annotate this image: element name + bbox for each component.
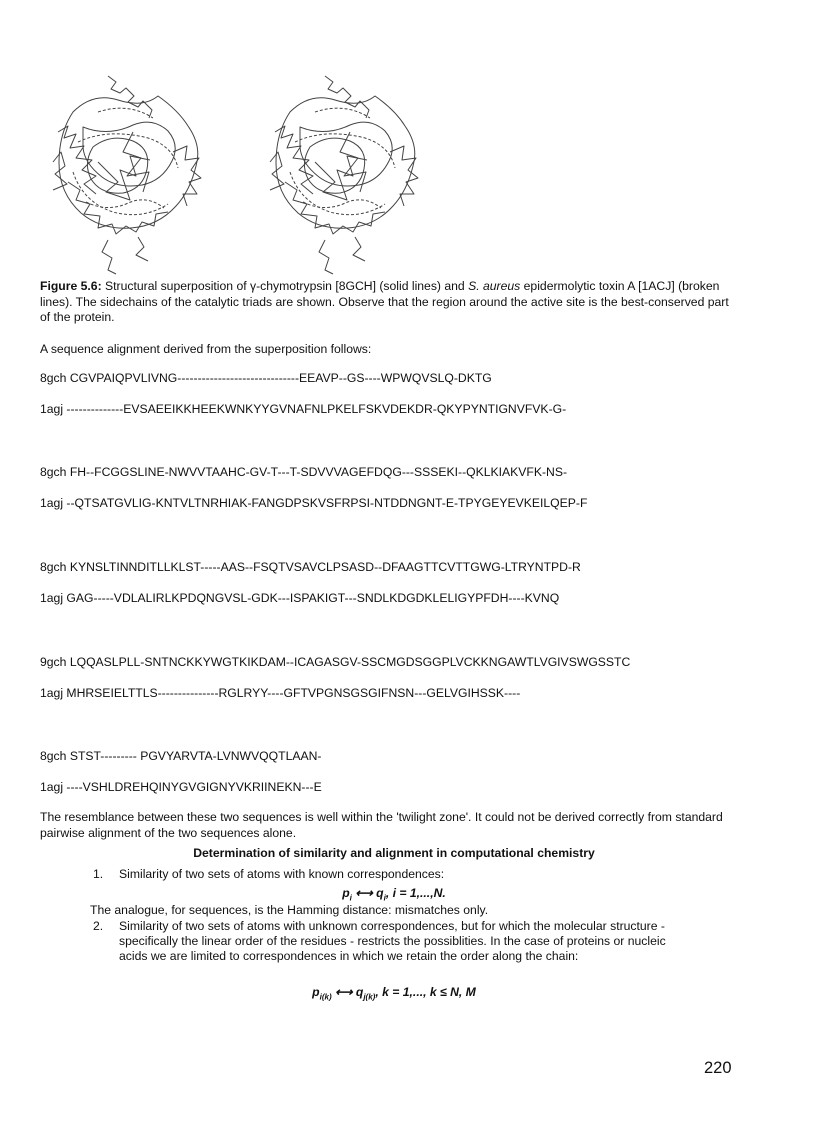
- list-number: 2.: [93, 919, 104, 933]
- formula-arrow: ⟷: [331, 985, 356, 999]
- alignment-line: 8gch FH--FCGGSLINE-NWVVTAAHC-GV-T---T-SDVVVAGEFDQG---SSSEKI--QKLKIAKVFK-NS-: [40, 465, 568, 479]
- formula-ordered-correspondence: [0, 985, 788, 1001]
- list-number: 1.: [93, 867, 104, 881]
- formula-q-subscript: j(k): [363, 992, 376, 1002]
- formula-q-subscript: i: [383, 893, 386, 903]
- page-number: 220: [704, 1059, 732, 1077]
- formula-rest: , k = 1,..., k ≤ N, M: [375, 985, 476, 999]
- caption-text-a: Structural superposition of γ-chymotrypsin [8GCH] (solid lines) and: [101, 279, 469, 293]
- formula-rest: , i = 1,...,N.: [385, 886, 446, 900]
- alignment-line: 9gch LQQASLPLL-SNTNCKKYWGTKIKDAM--ICAGASGV-SSCMGDSGGPLVCKKNGAWTLVGIVSWGSSTC: [40, 655, 631, 669]
- alignment-line: 1agj MHRSEIELTTLS---------------RGLRYY----GFTVPGNSGSGIFNSN---GELVGIHSSK----: [40, 686, 521, 700]
- stereo-structure-figure-left: [38, 72, 213, 277]
- alignment-line: 8gch CGVPAIQPVLIVNG------------------------------EEAVP--GS----WPWQVSLQ-DKTG: [40, 371, 492, 385]
- figure-label: Figure 5.6:: [40, 279, 102, 293]
- alignment-intro: A sequence alignment derived from the superposition follows:: [40, 342, 372, 356]
- alignment-line: 8gch KYNSLTINNDITLLKLST-----AAS--FSQTVSAVCLPSASD--DFAAGTTCVTTGWG-LTRYNTPD-R: [40, 560, 581, 574]
- caption-text-b: epidermolytic toxin A [1ACJ] (broken lines). The sidechains of the catalytic triads are shown. Observe that the region around the active site is the best-conserved part of the protein.: [40, 279, 729, 324]
- formula-p-subscript: i: [349, 893, 352, 903]
- alignment-line: 1agj GAG-----VDLALIRLKPDQNGVSL-GDK---ISPAKIGT---SNDLKDGDKLELIGYPFDH----KVNQ: [40, 591, 560, 605]
- list-text: Similarity of two sets of atoms with unknown correspondences, but for which the molecular structure - specifically the linear order of the residues - restricts the possiblities. In the case of proteins or nucleic acids we are limited to correspondences in which we retain the order along the chain:: [119, 919, 666, 963]
- formula-p: p: [342, 886, 350, 900]
- alignment-line: 1agj ----VSHLDREHQINYGVGIGNYVKRIINEKN---E: [40, 780, 322, 794]
- formula-q: q: [355, 985, 364, 999]
- formula-q: q: [376, 886, 384, 900]
- alignment-line: 1agj --QTSATGVLIG-KNTVLTNRHIAK-FANGDPSKVSFRPSI-NTDDNGNT-E-TPYGEYEVKEILQEP-F: [40, 496, 588, 510]
- caption-species: S. aureus: [468, 279, 521, 293]
- alignment-line: 8gch STST--------- PGVYARVTA-LVNWVQQTLAAN-: [40, 749, 322, 763]
- figure-caption: [40, 279, 740, 326]
- formula-known-correspondence: [0, 886, 788, 902]
- conclusion-paragraph: The resemblance between these two sequences is well within the 'twilight zone'. It could not be derived correctly from standard pairwise alignment of the two sequences alone.: [40, 810, 723, 840]
- hamming-note: The analogue, for sequences, is the Hamming distance: mismatches only.: [90, 903, 489, 917]
- formula-p-subscript: i(k): [319, 992, 332, 1002]
- alignment-line: 1agj --------------EVSAEEIKKHEEKWNKYYGVNAFNLPKELFSKVDEKDR-QKYPYNTIGNVFVK-G-: [40, 402, 567, 416]
- list-text: Similarity of two sets of atoms with known correspondences:: [119, 867, 445, 881]
- formula-arrow: ⟷: [351, 886, 377, 900]
- formula-p: p: [312, 985, 320, 999]
- section-heading: Determination of similarity and alignment in computational chemistry: [193, 846, 595, 860]
- stereo-structure-figure-right: [255, 72, 430, 277]
